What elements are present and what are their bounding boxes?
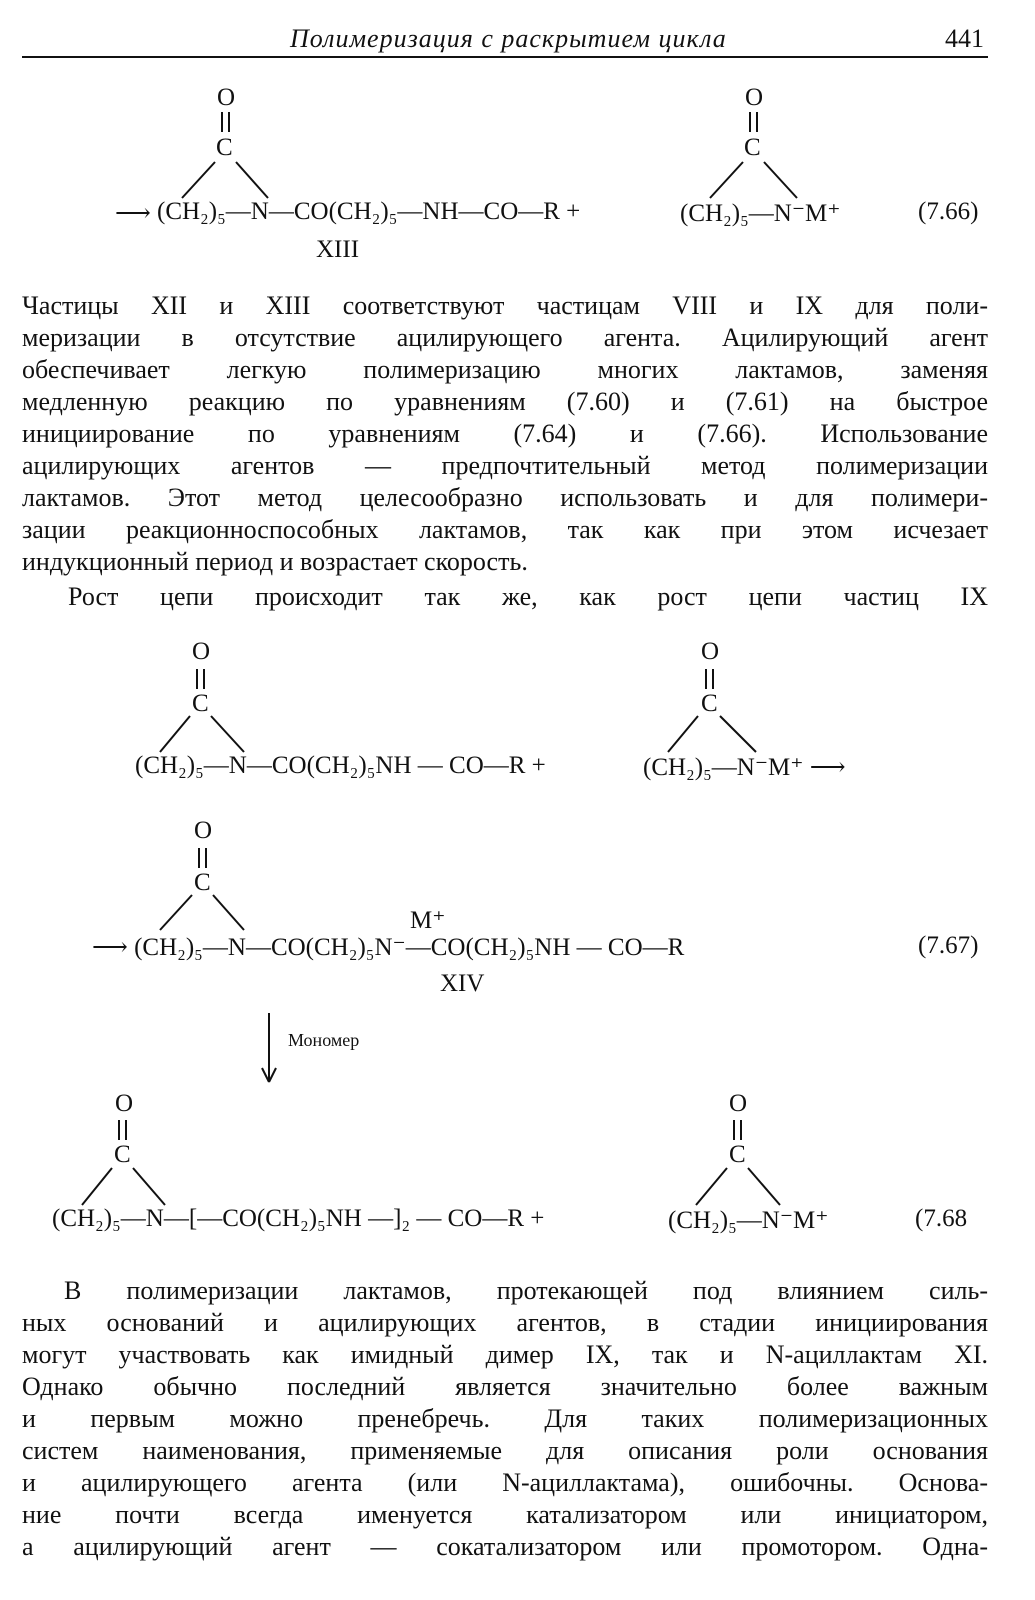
ring-bond-line [182, 162, 215, 198]
ring-bond-line [133, 1168, 165, 1205]
carbon-atom: C [216, 134, 233, 161]
equation-left-part: (CH₂)₅—N—CO(CH₂)₅—NH—CO—R + [157, 198, 581, 225]
ring-bond-line [710, 162, 743, 198]
equation-number: (7.66) [918, 198, 979, 225]
carbon-atom: C [114, 1141, 131, 1168]
text-line: и первым можно пренебречь. Для таких полимеризационных [22, 1404, 988, 1433]
text-line: В полимеризации лактамов, протекающей под влиянием силь- [64, 1276, 988, 1305]
carbon-atom: C [194, 869, 211, 896]
oxygen-atom: O [192, 638, 211, 665]
text-line: а ацилирующий агент — сокатализатором или промотором. Одна- [22, 1532, 988, 1561]
compound-label: XIII [316, 236, 360, 263]
ring-bond-line [213, 895, 244, 930]
oxygen-atom: O [701, 638, 720, 665]
product-line: ⟶ (CH₂)₅—N—CO(CH₂)₅N⁻—CO(CH₂)₅NH — CO—R [92, 934, 685, 961]
text-line: Частицы XII и XIII соответствуют частицам VIII и IX для поли- [22, 291, 988, 320]
equation-left-part: (CH₂)₅—N—CO(CH₂)₅NH — CO—R + [135, 752, 546, 779]
text-line: систем наименования, применяемые для описания роли основания [22, 1436, 988, 1465]
page-number: 441 [945, 24, 984, 53]
compound-label: XIV [440, 970, 485, 997]
reaction-arrow-line [262, 1068, 269, 1082]
text-line: ацилирующих агентов — предпочтительный метод полимеризации [22, 451, 988, 480]
equation-right-part: (CH₂)₅—N⁻M⁺ [668, 1207, 829, 1234]
ring-bond-line [748, 1168, 780, 1205]
equation-right-part: (CH₂)₅—N⁻M⁺ ⟶ [643, 754, 846, 781]
oxygen-atom: O [194, 817, 213, 844]
text-line: ных оснований и ацилирующих агентов, в стадии инициирования [22, 1308, 988, 1337]
oxygen-atom: O [745, 84, 764, 111]
text-line: могут участвовать как имидный димер IX, так и N-ациллактам XI. [22, 1340, 988, 1369]
reaction-arrow: ⟶ [115, 200, 151, 227]
text-line: Рост цепи происходит так же, как рост цепи частиц IX [68, 582, 988, 611]
ring-bond-line [211, 716, 244, 752]
text-line: и ацилирующего агента (или N-ациллактама), ошибочны. Основа- [22, 1468, 988, 1497]
text-line: ние почти всегда именуется катализатором или инициатором, [22, 1500, 988, 1529]
oxygen-atom: O [217, 84, 236, 111]
reaction-arrow-line [269, 1068, 276, 1082]
carbon-atom: C [192, 690, 209, 717]
text-line: индукционный период и возрастает скорость. [22, 547, 528, 576]
equation-number: (7.67) [918, 932, 979, 959]
text-line: зации реакционноспособных лактамов, так как при этом исчезает [22, 515, 988, 544]
ring-bond-line [764, 162, 797, 198]
text-line: Однако обычно последний является значительно более важным [22, 1372, 988, 1401]
body-paragraph [68, 581, 988, 613]
body-paragraph [22, 290, 988, 578]
ring-bond-line [160, 716, 190, 752]
text-line: лактамов. Этот метод целесообразно использовать и для полимери- [22, 483, 988, 512]
running-title: Полимеризация с раскрытием цикла [290, 24, 727, 53]
body-paragraph [22, 1275, 988, 1563]
text-line: меризации в отсутствие ацилирующего агента. Ацилирующий агент [22, 323, 988, 352]
oxygen-atom: O [115, 1090, 134, 1117]
ring-bond-line [82, 1168, 112, 1205]
metal-cation: M⁺ [410, 907, 446, 934]
reaction-arrow-label: Мономер [288, 1030, 360, 1050]
page-header [22, 18, 988, 58]
equation-number: (7.68 [915, 1205, 968, 1232]
carbon-atom: C [729, 1141, 746, 1168]
ring-bond-line [668, 716, 698, 752]
equation-left-part: (CH₂)₅—N—[—CO(CH₂)₅NH —]₂ — CO—R + [52, 1205, 545, 1232]
carbon-atom: C [744, 134, 761, 161]
text-line: медленную реакцию по уравнениям (7.60) и (7.61) на быстрое [22, 387, 988, 416]
text-line: обеспечивает легкую полимеризацию многих лактамов, заменяя [22, 355, 988, 384]
text-line: инициирование по уравнениям (7.64) и (7.66). Использование [22, 419, 988, 448]
ring-bond-line [720, 716, 756, 752]
carbon-atom: C [701, 690, 718, 717]
oxygen-atom: O [729, 1090, 748, 1117]
ring-bond-line [160, 895, 192, 930]
equation-right-part: (CH₂)₅—N⁻M⁺ [680, 200, 841, 227]
ring-bond-line [696, 1168, 727, 1205]
ring-bond-line [236, 162, 268, 198]
